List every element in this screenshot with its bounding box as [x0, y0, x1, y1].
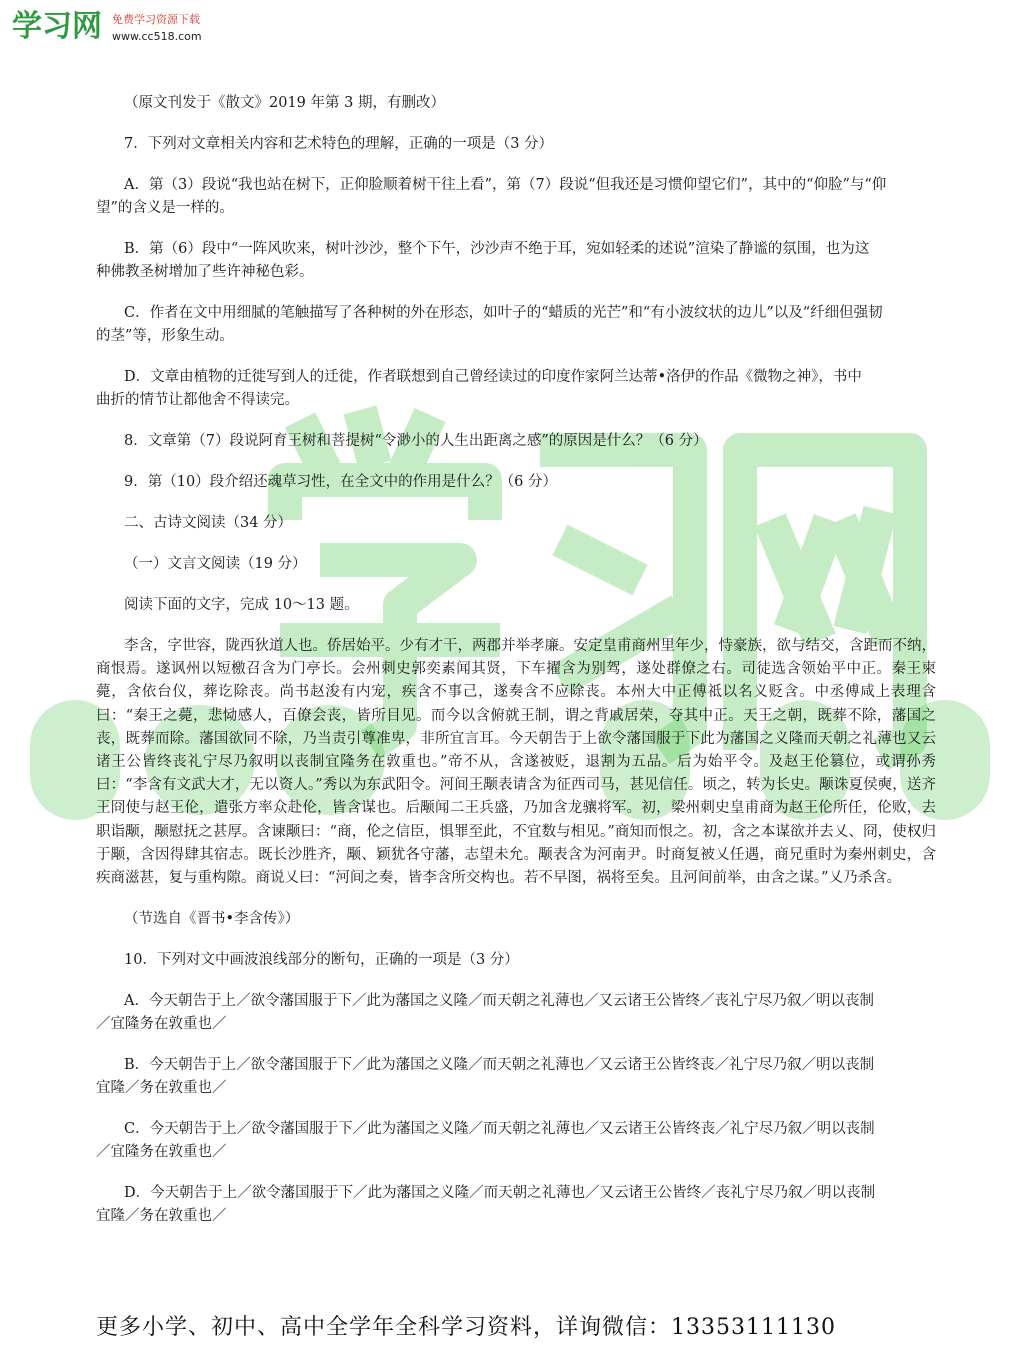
section-heading-2: 二、古诗文阅读（34 分）	[124, 515, 293, 531]
page-header	[0, 0, 1024, 50]
question-9: 9．第（10）段介绍还魂草习性，在全文中的作用是什么？（6 分）	[124, 474, 558, 490]
document-body	[96, 92, 936, 1246]
q10-option-c: C．今天朝告于上／欲令藩国服于下／此为藩国之义隆／而天朝之礼薄也／又云诸王公皆终丧／礼宁尽乃叙／明以丧制 ／宜隆务在敦重也／	[96, 1121, 875, 1161]
logo-tagline: 免费学习资源下载	[112, 13, 200, 26]
classical-passage: 李含，字世容，陇西狄道人也。侨居始平。少有才干，两郡并举孝廉。安定皇甫商州里年少，恃豪族，欲与结交，含距而不纳，商恨焉。遂讽州以短檄召含为门亭长。会州刺史郭奕素闻其贤，下车擢含为别驾，遂处群僚之右。司徒选含领始平中正。秦王柬薨，含依台仪，葬讫除丧。尚书赵浚有内宠，疾含不事己，遂奏含不应除丧。本州大中正傅祗以名义贬含。中丞傅咸上表理含曰：“秦王之薨，悲恸感人，百僚会丧，皆所目见。而今以含俯就王制，谓之背戚居荣，夺其中正。天王之朝，既葬不除，藩国之丧，既葬而除。藩国欲同不除，乃当责引尊准卑，非所宜言耳。今天朝告于上欲令藩国服于下此为藩国之义隆而天朝之礼薄也又云诸王公皆终丧礼宁尽乃叙明以丧制宜隆务在敦重也。”帝不从，含遂被贬，退割为五品。后为始平令。及赵王伦篡位，或谓孙秀曰：“李含有文武大才，无以资人。”秀以为东武阳令。河间王颙表请含为征西司马，甚见信任。顷之，转为长史。颙诛夏侯奭，送齐王冏使与赵王伦，遣张方率众赴伦，皆含谋也。后颙闻二王兵盛，乃加含龙骧将军。初，梁州刺史皇甫商为赵王伦所任，伦败，去职诣颙，颙慰抚之甚厚。含谏颙曰：“商，伦之信臣，惧罪至此，不宜数与相见。”商知而恨之。初，含之本谋欲并去乂、冏，使权归于颙，含因得肆其宿志。既长沙胜齐，颙、颖犹各守藩，志望未允。颙表含为河南尹。时商复被乂任遇，商兄重时为秦州刺史，含疾商滋甚，复与重构隙。商说乂曰：“河间之奏，皆李含所交构也。若不早图，祸将至矣。且河间前举，由含之谋。”乂乃杀含。	[96, 638, 936, 887]
q10-option-a: A．今天朝告于上／欲令藩国服于下／此为藩国之义隆／而天朝之礼薄也／又云诸王公皆终／丧礼宁尽乃叙／明以丧制 ／宜隆务在敦重也／	[96, 993, 874, 1033]
footer-ad: 更多小学、初中、高中全学年全科学习资料，详询微信：13353111130	[96, 1315, 836, 1340]
passage-source: （节选自《晋书•李含传》）	[124, 911, 300, 928]
q7-option-c: C．作者在文中用细腻的笔触描写了各种树的外在形态，如叶子的“蜡质的光芒”和“有小波纹状的边儿”以及“纤细但强韧 的茎”等，形象生动。	[96, 305, 883, 344]
site-logo	[12, 6, 242, 46]
reading-instruction: 阅读下面的文字，完成 10～13 题。	[124, 597, 359, 613]
q10-option-b: B．今天朝告于上／欲令藩国服于下／此为藩国之义隆／而天朝之礼薄也／又云诸王公皆终丧／礼宁尽乃叙／明以丧制 宜隆／务在敦重也／	[96, 1057, 875, 1097]
question-10-stem: 10．下列对文中画波浪线部分的断句，正确的一项是（3 分）	[124, 952, 519, 969]
logo-url: www.cc518.com	[112, 30, 202, 43]
source-note: （原文刊发于《散文》2019 年第 3 期，有删改）	[124, 95, 445, 111]
q7-option-a: A．第（3）段说“我也站在树下，正仰脸顺着树干往上看”，第（7）段说“但我还是习惯仰望它们”，其中的“仰脸”与“仰 望”的含义是一样的。	[96, 177, 887, 216]
logo-main: 学习网	[12, 9, 102, 44]
question-8: 8．文章第（7）段说阿育王树和菩提树“令渺小的人生出距离之感”的原因是什么？（6 分）	[124, 433, 708, 449]
q7-option-b: B．第（6）段中“一阵风吹来，树叶沙沙，整个下午，沙沙声不绝于耳，宛如轻柔的述说”渲染了静谧的氛围，也为这 种佛教圣树增加了些许神秘色彩。	[96, 241, 870, 280]
question-7-stem: 7．下列对文章相关内容和艺术特色的理解，正确的一项是（3 分）	[124, 136, 554, 152]
q7-option-d: D．文章由植物的迁徙写到人的迁徙，作者联想到自己曾经读过的印度作家阿兰达蒂•洛伊的作品《微物之神》，书中 曲折的情节让都他舍不得读完。	[96, 369, 862, 408]
subsection-heading: （一）文言文阅读（19 分）	[124, 556, 307, 572]
q10-option-d: D．今天朝告于上／欲令藩国服于下／此为藩国之义隆／而天朝之礼薄也／又云诸王公皆终／丧礼宁尽乃叙／明以丧制 宜隆／务在敦重也／	[96, 1185, 876, 1225]
